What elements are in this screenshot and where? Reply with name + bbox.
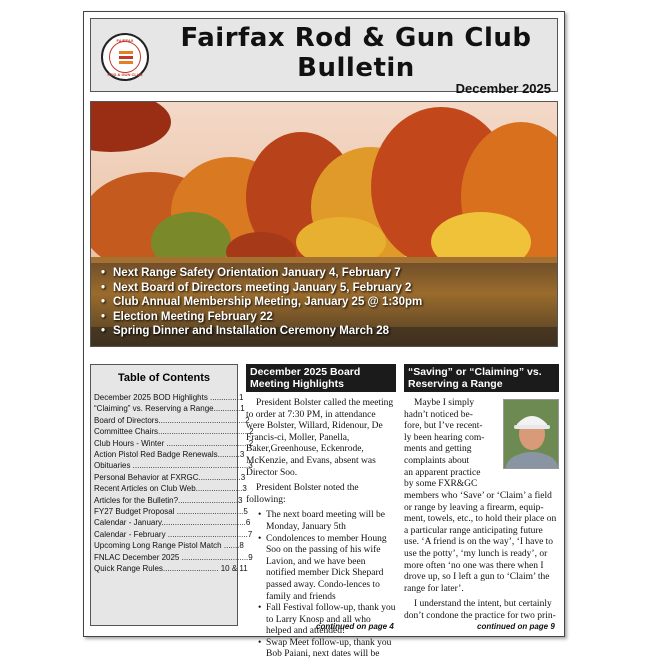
list-item: • The next board meeting will be Monday, January 5th <box>266 510 396 533</box>
toc-entry[interactable]: FNLAC December 2025 ..............................9 <box>94 552 253 562</box>
toc-entry[interactable]: Calendar - February ....................................7 <box>94 529 253 539</box>
title-line-2: Bulletin <box>297 53 415 83</box>
list-item: • Swap Meet follow-up, thank you Bob Paiani, next dates will be <box>266 638 396 661</box>
toc-entry[interactable]: December 2025 BOD Highlights .............1 <box>94 393 244 402</box>
toc-entry[interactable]: FY27 Budget Proposal ..............................5 <box>94 507 248 517</box>
continued-note[interactable]: continued on page 4 <box>316 622 394 631</box>
event-item: • Spring Dinner and Installation Ceremony March 28 <box>101 325 390 338</box>
continued-note[interactable]: continued on page 9 <box>477 622 555 631</box>
title-line-1: Fairfax Rod & Gun Club <box>180 23 532 53</box>
bulletin-page <box>83 11 565 660</box>
logo-top-text: FAIRFAX <box>116 38 134 43</box>
article-body-claiming-range <box>404 491 559 623</box>
toc-entry[interactable]: Committee Chairs.........................................2 <box>94 427 254 437</box>
club-logo <box>101 33 149 81</box>
toc-entry[interactable]: Club Hours - Winter .....................................2 <box>94 438 254 448</box>
text-line: complaints about <box>404 455 470 466</box>
toc-entry[interactable]: Personal Behavior at FXRGC...................3 <box>94 472 246 482</box>
text-line: ly been hearing com- <box>404 432 485 443</box>
logo-stripe <box>119 56 133 59</box>
author-photo <box>503 399 559 469</box>
list-item: • Condolences to member Houng Soo on the passing of his wife Lavion, and we have been notified member Dick Shepard passed away. Condo-lences to family and friends <box>266 534 396 604</box>
toc-entry[interactable]: Action Pistol Red Badge Renewals..........3 <box>94 450 245 460</box>
logo-stripe <box>119 51 133 54</box>
toc-entry[interactable]: Recent Articles on Club Web.....................3 <box>94 484 247 494</box>
paragraph: I understand the intent, but certainly don’t condone the practice for two prin- <box>404 599 556 621</box>
text-line: fore, but I’ve recent- <box>404 421 483 432</box>
article-heading-bod-highlights: December 2025 Board Meeting Highlights <box>246 364 396 392</box>
text-line: hadn’t noticed be- <box>404 409 473 420</box>
toc-title: Table of Contents <box>117 372 211 384</box>
issue-date: December 2025 <box>455 81 551 96</box>
hero-image <box>90 101 558 347</box>
highlights-list <box>246 510 396 661</box>
logo-bottom-text: ROD & GUN CLUB <box>107 72 143 77</box>
text-line: by some FXR&GC <box>404 479 478 490</box>
logo-stripe <box>119 61 133 64</box>
toc-entry[interactable]: Quick Range Rules......................... 10 & 11 <box>94 564 248 574</box>
paragraph: President Bolster called the meeting to order at 7:30 PM, in attendance were Bolster, Willard, Ridenour, De Francis-ci, Moller, Panella, Baker,Greenhouse, Eckenrode, McKenzie, and Evans, absent was Director Soo. <box>246 398 394 478</box>
event-item: • Club Annual Membership Meeting, January 25 @ 1:30pm <box>101 296 423 309</box>
event-item: • Election Meeting February 22 <box>101 310 273 323</box>
paragraph: President Bolster noted the following: <box>246 483 359 505</box>
bulletin-title <box>151 23 561 83</box>
list-item: • Fall Festival follow-up, thank you to Larry Knosp and all who helped and attended! <box>266 603 396 638</box>
logo-emblem <box>109 41 141 73</box>
masthead <box>90 18 558 96</box>
author-portrait <box>504 400 559 469</box>
paragraph: members who ‘Save’ or ‘Claim’ a field or range by leaving a firearm, equip-ment, towels, etc., to hold their place on a particular range anticipating future use. ‘A friend is on the way’, ‘I have to use the potty’, ‘my lunch is ready’, or more often ‘no one was there when I drove up, so I left a gun to ‘Claim’ the range for later’. <box>404 491 557 594</box>
toc-entry[interactable]: Board of Directors.......................................2 <box>94 415 250 425</box>
text-line: ments and getting <box>404 444 472 455</box>
article-heading-claiming-range: “Saving” or “Claiming” vs. Reserving a Range <box>404 364 559 392</box>
table-of-contents <box>90 364 254 626</box>
article-body-claiming-range-top <box>404 398 500 491</box>
toc-entry[interactable]: Obituaries ....................................................3 <box>94 461 253 471</box>
upcoming-events-list <box>101 266 422 339</box>
text-line: an apparent practice <box>404 467 481 478</box>
toc-entry[interactable]: Calendar - January......................................6 <box>94 518 251 528</box>
toc-entry[interactable]: “Claiming” vs. Reserving a Range............1 <box>94 404 245 414</box>
toc-entry[interactable]: Upcoming Long Range Pistol Match .......8 <box>94 541 244 551</box>
toc-entry[interactable]: Articles for the Bulletin?...........................3 <box>94 495 243 505</box>
text-line: Maybe I simply <box>414 398 475 408</box>
event-item: • Next Board of Directors meeting January 5, February 2 <box>101 281 412 294</box>
event-item: • Next Range Safety Orientation January 4, February 7 <box>101 267 401 279</box>
